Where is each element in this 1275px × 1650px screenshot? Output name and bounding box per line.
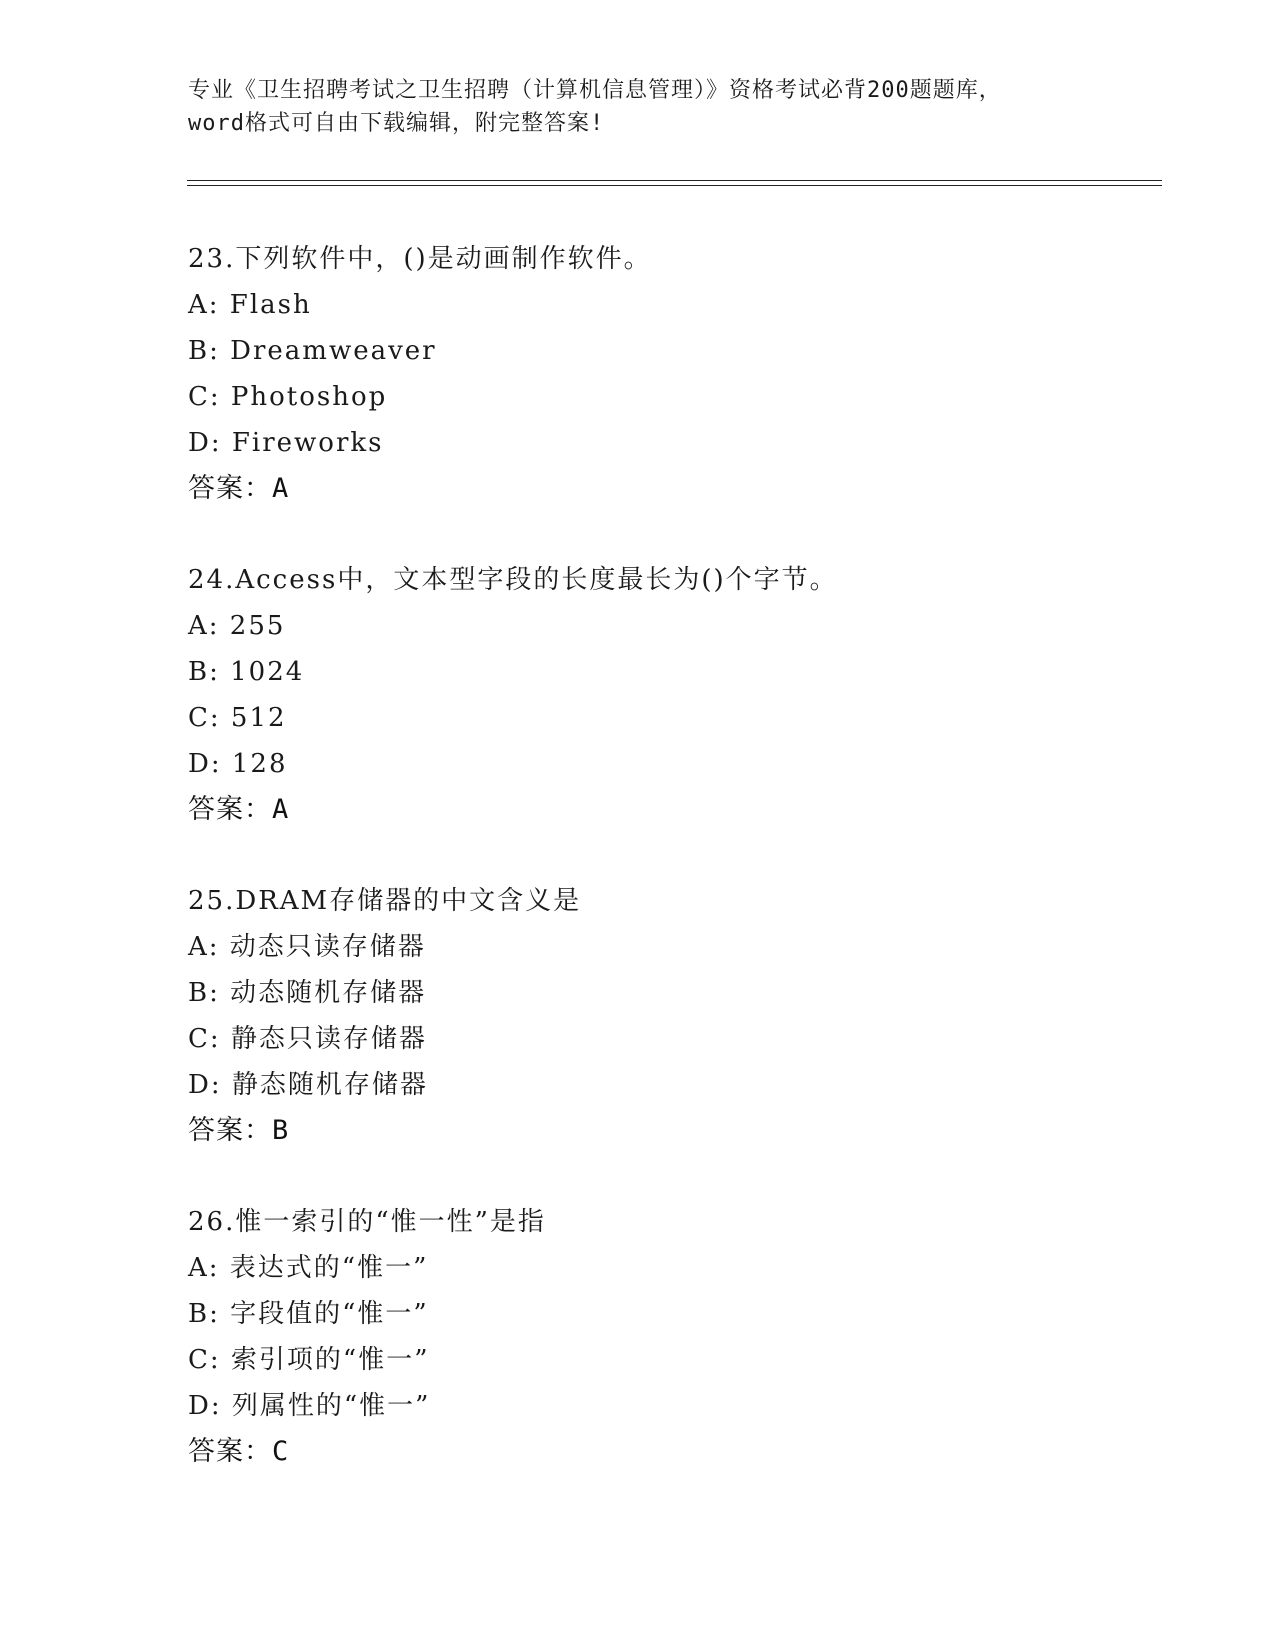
question-stem: 24.Access中，文本型字段的长度最长为()个字节。 (188, 565, 838, 595)
option-a: A: Flash (188, 290, 312, 320)
header-divider-top (187, 180, 1162, 181)
question-stem: 25.DRAM存储器的中文含义是 (188, 886, 582, 916)
option-a: A: 动态只读存储器 (188, 932, 426, 962)
header-divider-bottom (187, 185, 1162, 186)
header-line-2: word格式可自由下载编辑，附完整答案! (188, 111, 605, 136)
question-24 (188, 557, 1188, 833)
option-b: B: 动态随机存储器 (188, 978, 427, 1008)
answer-line: 答案：C (188, 1436, 290, 1467)
option-a: A: 255 (188, 611, 286, 641)
option-b: B: 字段值的“惟一” (188, 1299, 429, 1329)
document-header (188, 74, 1088, 140)
answer-line: 答案：B (188, 1115, 290, 1146)
question-25 (188, 878, 1188, 1154)
option-b: B: Dreamweaver (188, 336, 437, 366)
option-d: D: Fireworks (188, 428, 384, 458)
option-a: A: 表达式的“惟一” (188, 1253, 429, 1283)
question-stem: 26.惟一索引的“惟一性”是指 (188, 1207, 546, 1237)
option-d: D: 128 (188, 749, 288, 779)
option-c: C: 索引项的“惟一” (188, 1345, 430, 1375)
question-23 (188, 236, 1188, 512)
answer-line: 答案：A (188, 473, 290, 504)
answer-line: 答案：A (188, 794, 290, 825)
option-c: C: 静态只读存储器 (188, 1024, 427, 1054)
option-b: B: 1024 (188, 657, 305, 687)
header-line-1: 专业《卫生招聘考试之卫生招聘（计算机信息管理）》资格考试必背200题题库， (188, 78, 1002, 103)
option-c: C: 512 (188, 703, 287, 733)
option-c: C: Photoshop (188, 382, 388, 412)
question-26 (188, 1199, 1188, 1475)
option-d: D: 列属性的“惟一” (188, 1391, 431, 1421)
option-d: D: 静态随机存储器 (188, 1070, 428, 1100)
question-stem: 23.下列软件中，()是动画制作软件。 (188, 244, 652, 274)
